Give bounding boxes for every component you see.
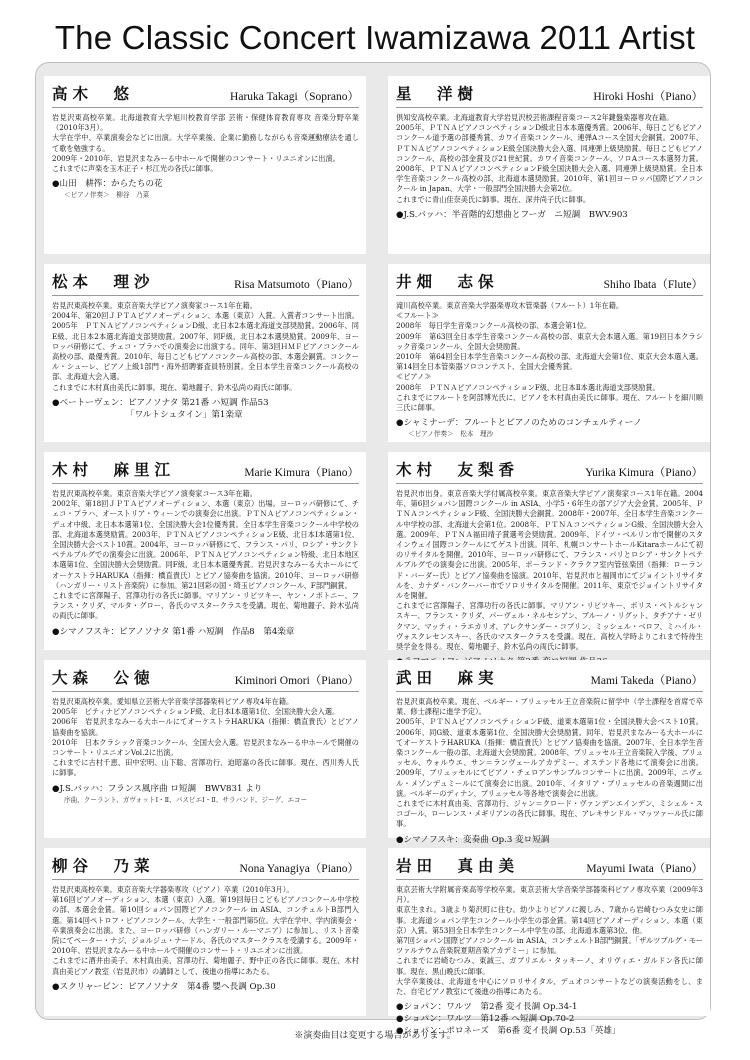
artist-biography	[396, 113, 703, 205]
artist-card	[44, 848, 366, 1016]
program-item: ●ショパン：ワルツ 第2番 変イ長調 Op.34-1	[396, 1002, 578, 1013]
artist-name-japanese: 星 洋樹	[396, 84, 479, 103]
biography-paragraph: これまでに宮澤陽子、宮澤功行の各氏に師事。マリアン・リビツキー、ボリス・ペトルシャンスキー、フランス・クリダ、パーヴェル・ネルセシアン、ブルーノ・リグット、タチアナ・ゼリクマン、マッティ・ラエカリオ、アレクサンダー・コブリン、ミッシェル・ベロフ、ミハイル・ヴォスクレセンスキー、各氏のマスタークラスを受講。現在、高校入学時よりこれまで特待生奨学金を得る。現在、菊地麗子、鈴木弘尚の両氏に師事。	[396, 601, 703, 652]
artist-name-english: Mami Takeda（Piano）	[590, 675, 703, 687]
program-note: 序曲、クーラント、ガヴォットⅠ・Ⅱ、パスピエⅠ・Ⅱ、サラバンド、ジーグ、エコー	[64, 795, 308, 804]
biography-paragraph: 岩見沢東高校卒業。東京音楽大学ピアノ演奏家コース3年在籍。	[52, 489, 257, 498]
artist-biography	[52, 113, 359, 174]
biography-paragraph: 大学卒業後は、北海道を中心にソロリサイタル、デュオコンサートなどの演奏活動をし、また、自宅ピアノ教室にて後進の指導にあたる。	[396, 976, 703, 997]
artist-biography	[52, 489, 359, 622]
artist-name-japanese: 木村 友梨香	[396, 460, 520, 479]
program-item: ●スクリャービン：ピアノソナタ 第4番 嬰ヘ長調 Op.30	[52, 981, 276, 992]
biography-paragraph: 岩見沢東高校卒業。愛知県立芸術大学音楽学部器楽科ピアノ専攻4年在籍。	[52, 697, 294, 706]
biography-paragraph: 倶知安高校卒業。北海道教育大学岩見沢校芸術課程音楽コース2年鍵盤楽器専攻在籍。	[396, 113, 674, 122]
biography-paragraph: 東京生まれ。3歳より菊沢町に住む。幼少よりピアノに親しみ、7歳から岩崎むつみ女史に師事。北海道ショパン学生コンクール小学生の部金賞。第14回ピアノオーディション、本選（東京）入賞。第53回全日本学生コンクール中学生の部、北海道本選第3位、他。	[396, 905, 703, 935]
program-item: ●シャミナーデ：フルートとピアノのためのコンチェルティーノ	[396, 418, 642, 429]
artist-name-english: Marie Kimura（Piano）	[244, 467, 359, 479]
biography-paragraph: 大学在学中、卒業演奏会などに出演。大学卒業後、企業に勤務しながらも音楽運動療法を通して歌を勉強する。	[52, 133, 359, 153]
artist-card	[388, 452, 710, 650]
artist-name-row	[52, 268, 359, 296]
artist-biography	[52, 301, 359, 393]
artist-card	[388, 264, 710, 442]
biography-paragraph: 岩見沢東高校卒業。東京音楽大学器楽専攻（ピアノ）卒業（2010年3月）。	[52, 885, 294, 894]
program-note: ＜ピアノ伴奏＞ 松本 理沙	[408, 430, 494, 439]
biography-paragraph: 2009年・2010年、岩見沢まなみーる中ホールで開催のコンサート・リユニオンに出演。	[52, 153, 340, 163]
program-note: ＜ピアノ伴奏＞ 柳谷 乃菜	[64, 191, 150, 200]
page-title: The Classic Concert Iwamizawa 2011 Artist	[54, 19, 696, 56]
artist-name-japanese: 井畑 志保	[396, 272, 499, 291]
biography-paragraph: 2005年 ピティナピアノコンペティションF級、北日本Ⅰ本選第1位、全国決勝大会入選。	[52, 707, 340, 717]
artist-name-row	[52, 852, 359, 880]
artist-biography	[396, 885, 703, 997]
program-list	[52, 783, 359, 805]
biography-paragraph: 2005年、ＰＴＮＡピアノコンペティションF級、道東本選第1位・全国決勝大会ベスト10賞。2006年、同G級、道東本選第1位、全国決勝大会奨励賞。同年、岩見沢まなみーる大ホールにてオーケストラHARUKA（指揮：橋直貴氏）とピアノ協奏曲を協演。2007年、全日本学生音楽コンクール一般の部、北海道大会奨励賞。2008年、ブリュッセル王立音楽院入学後、ブリュッセル、ウォルウエ、サン＝ランヴェールアカデミー、オステンド各地にて演奏会に出演。2009年、ブリュッセルにてピアノ・チェロアンサンブルコンサートに出演。2009年、ニヴェル・メゾンデュミールにて演奏会に出演。2010年、イタリア・ブリュッセルの音楽週間に出演。ベルギーのディナン、ブリュッセル等各地で演奏会に出演。	[396, 717, 703, 798]
artist-card	[44, 452, 366, 650]
biography-paragraph: 2010年 日本クラシック音楽コンクール、全国大会入選。岩見沢まなみーる中ホールで開催のコンサート・リユニオンVol.2に出演。	[52, 737, 359, 758]
artist-biography	[396, 697, 703, 830]
artist-name-english: Nona Yanagiya（Piano）	[239, 863, 359, 875]
artist-card	[388, 848, 710, 1037]
biography-paragraph: 2008年 ＰＴＮＡピアノコンペティションF級、北日本Ⅱ本選北海道支部奨励賞。	[396, 382, 660, 392]
program-item: ●ショパン：ワルツ 第12番 ヘ短調 Op.70-2	[396, 1014, 575, 1025]
program-item: ●シマノフスキ：変奏曲 Op.3 変ロ短調	[396, 834, 550, 845]
artist-name-japanese: 松本 理沙	[52, 272, 155, 291]
artist-name-japanese: 木村 麻里江	[52, 460, 176, 479]
artist-biography	[52, 697, 359, 779]
artist-card	[44, 264, 366, 442]
biography-paragraph: これまでに宮澤陽子、宮澤功行の各氏に師事。マリアン・リビツキー、ヤン・ノボトニー、フランス・クリダ、マルタ・グロー、各氏のマスタークラスを受講。現在、菊地麗子、鈴木弘尚の両氏に師事。	[52, 591, 359, 621]
biography-paragraph: ≪ピアノ≫	[396, 372, 432, 382]
artist-name-english: Yurika Kimura（Piano）	[585, 467, 703, 479]
biography-paragraph: これまでに青山佳奈美氏に師事。現在、深井尚子氏に師事。	[396, 194, 591, 204]
biography-paragraph: 2002年、第18回ＪＰＴＡピアノオーディション、本選（東京）出場。ヨーロッパ研修にて、チェコ・プラハ、オーストリア・ウィーンでの演奏会に出演。ＰＴＮＡピアノコンペティション・デュオ中級、北日本本選第1位、全国決勝大会1位優秀賞。全日本学生音楽コンクール中学校の部、北海道本選奨励賞。2003年、ＰＴＮＡピアノコンペティションE級、北日本Ⅰ本選第1位、全国決勝大会ベスト10賞。2004年、ヨーロッパ研修にて、フランス・パリ、ロシア・サンクトペテルブルグでの演奏会に出演。2006年、ＰＴＮＡピアノコンペティション特級、北日本地区本選第1位、全国決勝大会奨励賞。同F級、北日本本選優秀賞。岩見沢まなみーる大ホールにてオーケストラHARUKA（指揮：橋直貴氏）とピアノ協奏曲を協演。2010年、ヨーロッパ研修（ハンガリー・リスト音楽院）に参加。第21回彩の国・埼玉ピアノコンクール、F部門銅賞。	[52, 499, 359, 590]
program-list	[52, 981, 359, 993]
biography-paragraph: 2006年 岩見沢まなみーる大ホールにてオーケストラHARUKA（指揮：橋直貴氏）とピアノ協奏曲を協演。	[52, 717, 359, 737]
biography-paragraph: 2009年 第63回全日本学生音楽コンクール高校の部、東京大会本選入選。第19回日本クラシック音楽コンクール、全国大会奨励賞。	[396, 331, 703, 351]
biography-paragraph: 東京芸術大学附属音楽高等学校卒業。東京芸術大学音楽学部器楽科ピアノ専攻卒業（2009年3月）。	[396, 885, 703, 905]
artist-name-english: Shiho Ibata（Flute）	[603, 279, 703, 291]
footnote: ※演奏曲目は変更する場合があります。	[294, 1031, 456, 1041]
biography-paragraph: これまでに木村真由美氏に師事。現在、菊地麗子、鈴木弘尚の両氏に師事。	[52, 382, 297, 392]
artist-biography	[396, 301, 703, 413]
artist-name-row	[52, 456, 359, 484]
artist-name-row	[52, 664, 359, 692]
artist-name-row	[396, 664, 703, 692]
artist-name-row	[396, 456, 703, 484]
program-list	[396, 834, 703, 846]
biography-paragraph: 滝川高校卒業。東京音楽大学器楽専攻木管楽器（フルート）1年在籍。	[396, 301, 624, 310]
biography-paragraph: 2004年、第20回ＪＰＴＡピアノオーディション、本選（東京）入賞。入賞者コンサート出演。2005年 ＰＴＮＡピアノコンペティションD級、北日本2本選北海道支部奨励賞。2006年、同E級、北日本2本選北海道支部奨励賞。2007年、同F級、北日本2本選奨励賞。2009年、ヨーロッパ研修にて、チェコ・プラハでの演奏会に出演する。同年、第3回ＨＭＦピアノコンクール高校の部、最優秀賞。2010年、毎日こどもピアノコンクール高校の部、本選会銅賞。コンクール・シューレ、ピアノ上級1部門・海外招聘審査員特別賞。全日本学生音楽コンクール高校の部、北海道大会入選。	[52, 311, 359, 382]
biography-paragraph: これまでに木村真由美、宮澤功行、ジャン＝クロード・ヴァンデンエインデン、ミシェル・スコゴール、ローレンス・メギリアンの各氏に師事。現在、アレキサンドル・マッツァール氏に師事。	[396, 799, 703, 829]
artist-name-english: Hiroki Hoshi（Piano）	[593, 91, 703, 103]
artist-name-english: Mayumi Iwata（Piano）	[586, 863, 703, 875]
biography-paragraph: 第7回ショパン国際ピアノコンクール in ASIA、コンチェルトB部門銅賞。「ザルツブルグ・モーツァルテウム音楽院夏期音楽アカデミー」に参加。	[396, 936, 703, 956]
program-item: ●ショパン：ポロネーズ 第6番 変イ長調 Op.53「英雄」	[396, 1026, 621, 1037]
program-list	[52, 397, 359, 421]
biography-paragraph: 岩見沢東高校卒業。東京音楽大学ピアノ演奏家コース1年在籍。	[52, 301, 257, 310]
artist-name-row	[52, 80, 359, 108]
biography-paragraph: これまでにフルートを阿部博光氏に、ピアノを木村真由美氏に師事。現在、フルートを細川順三氏に師事。	[396, 392, 703, 413]
biography-paragraph: 2008年 毎日学生音楽コンクール高校の部、本選会第1位。	[396, 321, 592, 331]
artist-card	[44, 76, 366, 254]
program-list	[52, 178, 359, 200]
biography-paragraph: 2010年 第64回全日本学生音楽コンクール高校の部、北海道大会第1位、東京大会本選入選。第14回全日本管楽器ソロコンテスト、全国大会優秀賞。	[396, 352, 703, 372]
artist-name-japanese: 武田 麻実	[396, 668, 499, 687]
artist-card	[388, 660, 710, 845]
biography-paragraph: 2005年、ＰＴＮＡピアノコンペティションD級北日本本選優秀賞。2006年、毎日こどもピアノコンクール道予選の部優秀賞、カワイ音楽コンクール、連弾Aコース全国大会銅賞。2007年、ＰＴＮＡピアノコンペティションE級全国決勝大会入選、同連弾上級奨励賞。毎日こどもピアノコンクール、高校の部金賞及び21世紀賞。カワイ音楽コンクール、ソロAコース本選努力賞。2008年、ＰＴＮＡピアノコンペティションF級全国決勝大会入選、同連弾上級奨励賞。全日本学生音楽コンクール高校の部、北海道本選奨励賞。2010年、第1回ヨーロッパ国際ピアノコンクール in Japan、大学・一般部門全国決勝大会第2位。	[396, 123, 703, 194]
artist-name-row	[396, 268, 703, 296]
artist-biography	[52, 885, 359, 977]
biography-paragraph: これまでに酒井由美子、木村真由美、宮澤功行、菊地麗子、野中正の各氏に師事。現在、木村真由美ピアノ教室（岩見沢市）の講師として、後進の指導にあたる。	[52, 956, 359, 976]
program-list	[396, 417, 703, 439]
program-list	[396, 209, 703, 221]
artist-name-english: Kiminori Omori（Piano）	[234, 675, 359, 687]
artist-name-english: Haruka Takagi（Soprano）	[230, 91, 359, 103]
artist-name-japanese: 岩田 真由美	[396, 856, 520, 875]
program-item: 「ワルトシュタイン」第1楽章	[126, 409, 243, 420]
artist-name-row	[396, 80, 703, 108]
program-item: ●シマノフスキ：ピアノソナタ 第1番 ハ短調 作品8 第4楽章	[52, 626, 295, 637]
program-item: ●J.S.バッハ：半音階的幻想曲とフーガ ニ短調 BWV.903	[396, 209, 628, 220]
artist-card	[388, 76, 710, 254]
biography-paragraph: これまでに古村千恵、田中宏明、山下聡、宮澤功行、迫昭嘉の各氏に師事。現在、西川秀人氏に師事。	[52, 758, 359, 778]
artist-name-row	[396, 852, 703, 880]
biography-paragraph: 岩見沢市出身。東京音楽大学付属高校卒業。東京音楽大学ピアノ演奏家コース1年在籍。2004年、第6回ショパン国際コンクール in ASIA、小学5・6年生の部アジア大会金賞。2005年、ＰＴＮＡコンペティションF級、全国決勝大会銅賞。2008年・2007年、全日本学生音楽コンクール中学校の部、北海道大会第1位。2008年、ＰＴＮＡコンペティションG級、全国決勝大会入選。2009年、ＰＴＮＡ福田靖子賞選考会奨励賞。2009年、ドイツ・ベルリン市で開催のスタインウェイ国際コンクールにてゲスト出演。同年、札幌コンサートホールKitaraホールにて初のリサイタルを開催。2010年、ヨーロッパ研修にて、フランス・パリとロシア・サンクトペテルブルグでの演奏会に出演。2005年、ポーランド・クラクフ室内管弦楽団（指揮：ローランド・バーダー氏）とピアノ協奏曲を協演。2010年、岩見沢市と福岡市にてジョイントリサイタルを、カナダ・バンクーバー市でソロリサイタルを開催。2011年、東京でジョイントリサイタルを開催。	[396, 489, 703, 601]
program-list	[52, 626, 359, 638]
artist-card	[44, 660, 366, 838]
program-item: ●山田 耕筰：からたちの花	[52, 179, 163, 190]
biography-paragraph: これまでに声楽を玉木正子・杉江光の各氏に師事。	[52, 164, 218, 174]
artist-biography	[396, 489, 703, 652]
biography-paragraph: これまでに岩崎むつみ、東誠三、ガブリエル・タッキーノ、オリヴィエ・ガルドン各氏に師事。現在、黒山晩氏に師事。	[396, 956, 703, 976]
biography-paragraph: ≪フルート≫	[396, 311, 439, 321]
biography-paragraph: 岩見沢東高校卒業。北海道教育大学旭川校教育学部 芸術・保健体育教育専攻 音楽分野卒業（2010年3月）。	[52, 113, 359, 133]
artist-name-japanese: 柳谷 乃菜	[52, 856, 155, 875]
artist-name-english: Risa Matsumoto（Piano）	[234, 279, 359, 291]
biography-paragraph: 第16回ピアノオーディション、本選（東京）入選。第19回毎日こどもピアノコンクール中学校の部、本選会金賞。第10回ショパン国際ピアノコンクール in ASIA、コンチェルトB部門入選。第14回ペトロフ・ピアノコンクール、大学生・一般部門第5位。大学在学中、学内演奏会・卒業演奏会に出演。また、ヨーロッパ研修（ハンガリー・ルーマニア）に参加し、リスト音楽院にてペーター・ナジ、ジョルジュ・ナードル、各氏のマスタークラスを受講する。2009年・2010年、岩見沢まなみーる中ホールで開催のコンサート・リユニオンに出演。	[52, 895, 359, 956]
program-item: ●ベートーヴェン：ピアノソナタ 第21番 ハ短調 作品53	[52, 397, 269, 408]
artist-name-japanese: 大森 公徳	[52, 668, 155, 687]
biography-paragraph: 岩見沢東高校卒業。現在、ベルギー・ブリュッセル王立音楽院に留学中（学士課程を首席で卒業、修士課程に進学予定）。	[396, 697, 703, 717]
artist-name-japanese: 高木 悠	[52, 84, 135, 103]
program-item: ●J.S.バッハ：フランス風序曲 ロ短調 BWV831 より	[52, 783, 263, 794]
